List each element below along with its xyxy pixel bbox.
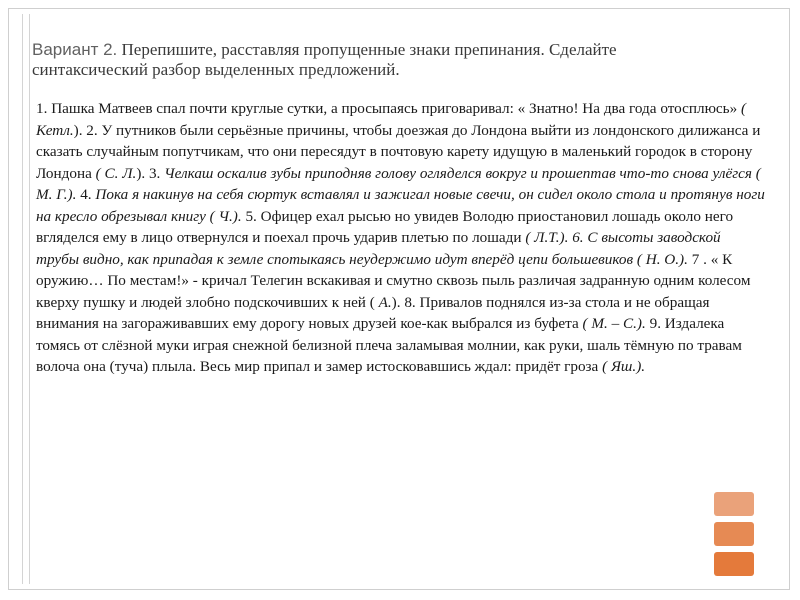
highlighted-sentence: А. [378,293,392,311]
slide-heading [32,40,732,80]
left-decor-rule [22,14,30,584]
highlighted-sentence: Пока я накинув на себя сюртук вставлял и зажигал новые свечи, он сидел около стола и протянув ноги на кресло обрезывал книгу ( Ч.). [36,186,765,225]
highlighted-sentence: ( С. Л. [95,164,137,182]
text-segment: ). 8. Привалов поднялся из-за стола и не обращая внимания на загораживавших ему дорогу новых друзей кое-как выбрался из буфета [36,293,710,332]
decor-block-2 [714,522,754,546]
exercise-text [36,98,766,378]
decor-block-1 [714,492,754,516]
variant-label: Вариант 2. [32,40,118,59]
highlighted-sentence: ( М. – С.). [582,315,646,332]
text-segment: 5. Офицер ехал рысью но увидев Володю приостановил лошадь около него вгляделся ему в лицо отвернулся и поехал прочь ударив плетью по лошади [36,207,734,246]
text-segment: ). 2. У путников были серьёзные причины, чтобы доезжая до Лондона выйти из лондонского дилижанса и сказать случайным попутчикам, что они пересядут в почтовую карету идущую в маленький городок в сторону Лондона [36,121,761,182]
highlighted-sentence: Челкаш оскалив зубы приподняв голову огляделся вокруг и прошептав что-то снова улёгся ( М. Г.). [36,164,761,203]
highlighted-sentence: ( Л.Т.). 6. С высоты заводской трубы видно, как припадая к земле спотыкаясь неудержимо идут вперёд цепи большевиков ( Н. О.). [36,229,721,268]
text-segment: 7 . « К оружию… По местам!» - кричал Телегин вскакивая и смутно сквозь пыль различая задранную одним колесом кверху пушку и людей злобно подскочивших к ней ( [36,250,751,311]
text-segment: 9. Издалека томясь от слёзной муки играя снежной белизной плеча заламывая молнии, как руки, шаль тёмную по травам волоча она (туча) плыла. Весь мир припал и замер истосковавшись ждал: придёт гроза [36,315,742,375]
text-segment: ). 3. [136,164,165,182]
text-segment: 4. [76,186,96,203]
highlighted-sentence: ( Яш.). [602,358,646,375]
instruction-text: Перепишите, расставляя пропущенные знаки препинания. Сделайте синтаксический разбор выделенных предложений. [32,40,617,79]
decor-block-3 [714,552,754,576]
text-segment: 1. Пашка Матвеев спал почти круглые сутки, а просыпаясь приговаривал: « Знатно! На два года отосплюсь» [36,100,741,117]
highlighted-sentence: ( Кетл. [36,100,747,139]
